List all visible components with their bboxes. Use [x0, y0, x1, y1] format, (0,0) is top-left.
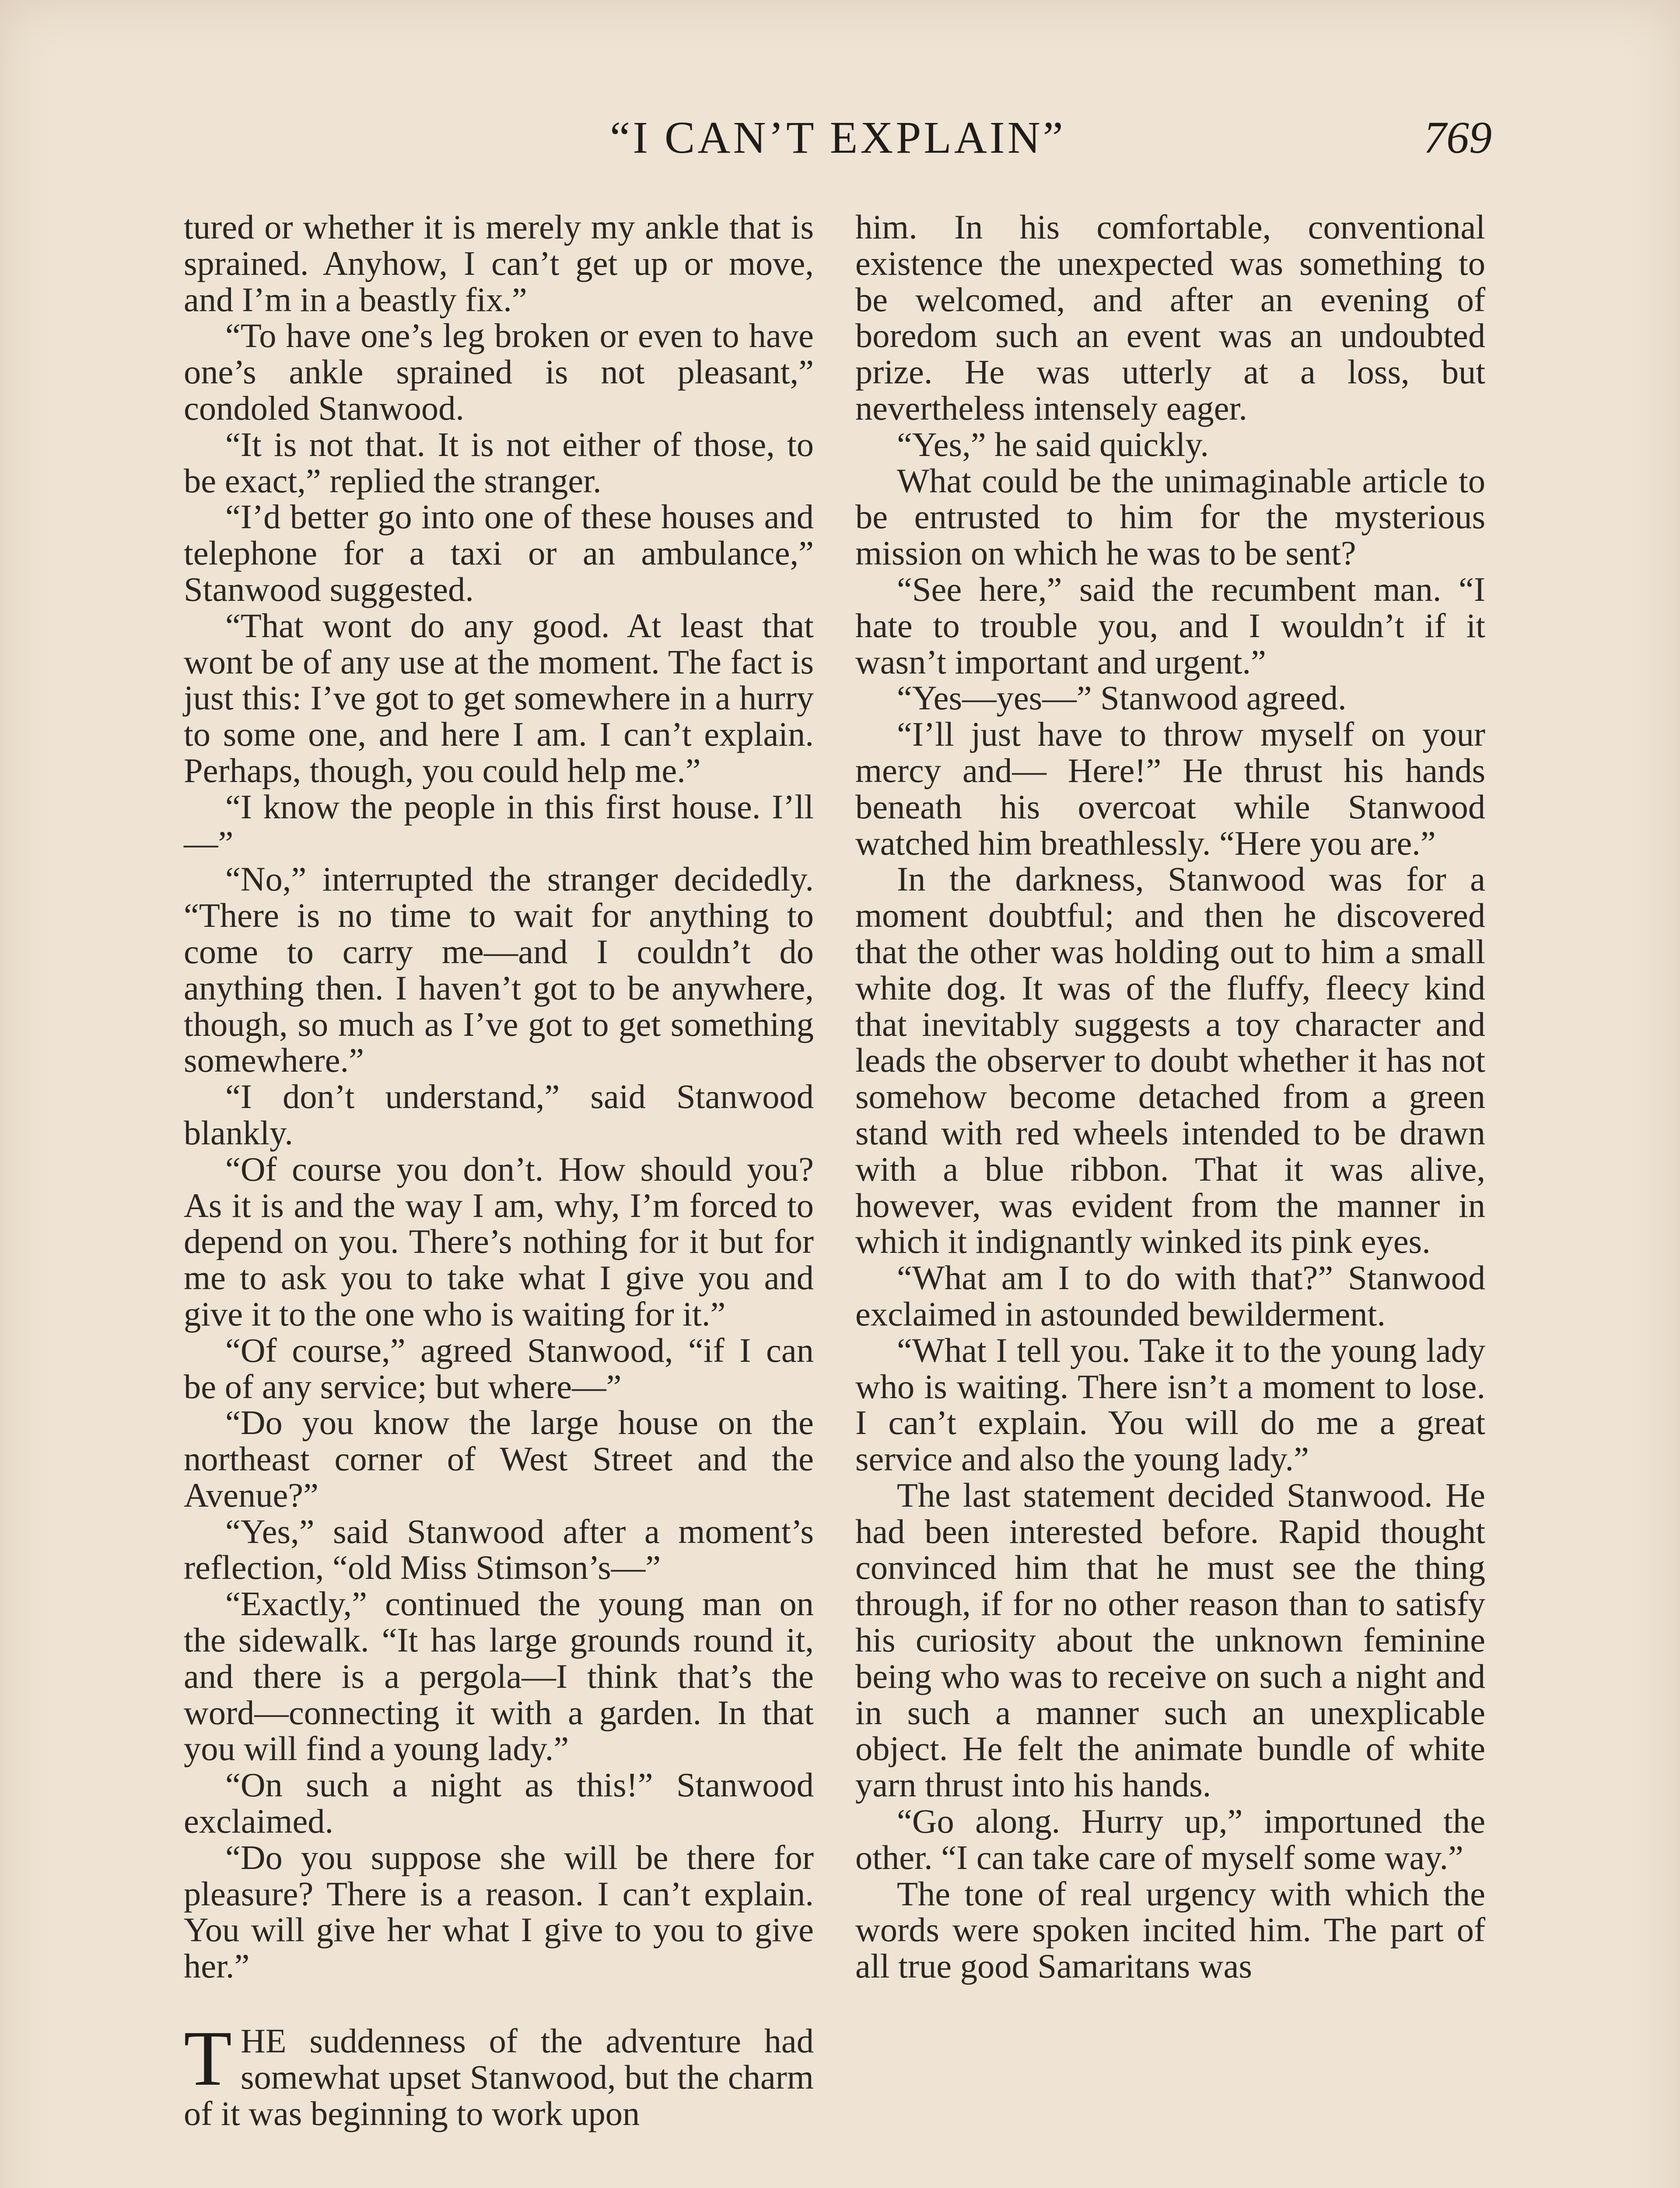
paragraph: What could be the unimaginable article to be entrusted to him for the mysterious mission on which he was to be sent?	[855, 461, 1485, 572]
paragraph: him. In his comfortable, conventional existence the unexpected was something to be welcomed, and after an evening of boredom such an event was an undoubted prize. He was utterly at a loss, but nevertheless intensely eager.	[855, 208, 1485, 427]
paragraph: “To have one’s leg broken or even to have one’s ankle sprained is not pleasant,” condoled Stanwood.	[184, 316, 814, 427]
paragraph: In the darkness, Stanwood was for a moment doubtful; and then he discovered that the other was holding out to him a small white dog. It was of the fluffy, fleecy kind that inevitably suggests a toy character and leads the observer to doubt whether it has not somehow become detached from a green stand with red wheels intended to be drawn with a blue ribbon. That it was alive, however, was evident from the manner in which it indignantly winked its pink eyes.	[855, 860, 1485, 1261]
page-header	[184, 112, 1492, 177]
section-opening-text: HE suddenness of the adventure had somewhat upset Stanwood, but the charm of it was beginning to work upon	[184, 2022, 814, 2132]
page-number: 769	[1424, 112, 1492, 163]
paragraph: “Of course,” agreed Stanwood, “if I can be of any service; but where—”	[184, 1331, 814, 1406]
running-head: “I CAN’T EXPLAIN”	[610, 112, 1066, 163]
paragraph: “That wont do any good. At least that wont be of any use at the moment. The fact is just this: I’ve got to get somewhere in a hurry to some one, and here I am. I can’t explain. Perhaps, though, you could help me.”	[184, 606, 814, 789]
paragraph: “Of course you don’t. How should you? As it is and the way I am, why, I’m forced to depend on you. There’s nothing for it but for me to ask you to take what I give you and give it to the one who is waiting for it.”	[184, 1150, 814, 1333]
paragraph: “Do you suppose she will be there for pleasure? There is a reason. I can’t explain. You will give her what I give to you to give her.”	[184, 1838, 814, 1985]
paragraph: The last statement decided Stanwood. He had been interested before. Rapid thought convinced him that he must see the thing through, if for no other reason than to satisfy his curiosity about the unknown feminine being who was to receive on such a night and in such a manner such an unexplicable object. He felt the animate bundle of white yarn thrust into his hands.	[855, 1476, 1485, 1804]
paragraph: “I’ll just have to throw myself on your mercy and— Here!” He thrust his hands beneath his overcoat while Stanwood watched him breathlessly. “Here you are.”	[855, 715, 1485, 862]
paragraph: tured or whether it is merely my ankle that is sprained. Anyhow, I can’t get up or move, and I’m in a beastly fix.”	[184, 208, 814, 319]
paragraph: “No,” interrupted the stranger decidedly. “There is no time to wait for anything to come to carry me—and I couldn’t do anything then. I haven’t got to be anywhere, though, so much as I’ve got to get something somewhere.”	[184, 860, 814, 1080]
paragraph: “See here,” said the recumbent man. “I hate to trouble you, and I wouldn’t if it wasn’t important and urgent.”	[855, 570, 1485, 681]
paragraph: “What I tell you. Take it to the young lady who is waiting. There isn’t a moment to lose. I can’t explain. You will do me a great service and also the young lady.”	[855, 1331, 1485, 1478]
paragraph: “I’d better go into one of these houses and telephone for a taxi or an ambulance,” Stanwood suggested.	[184, 498, 814, 608]
paragraph: “I don’t understand,” said Stanwood blankly.	[184, 1077, 814, 1152]
drop-cap: T	[184, 2015, 232, 2102]
paragraph: “What am I to do with that?” Stanwood exclaimed in astounded bewilderment.	[855, 1259, 1485, 1333]
paragraph: “I know the people in this first house. I’ll—”	[184, 787, 814, 862]
paragraph: “Go along. Hurry up,” importuned the other. “I can take care of myself some way.”	[855, 1802, 1485, 1876]
paragraph: “Yes,” said Stanwood after a moment’s reflection, “old Miss Stimson’s—”	[184, 1512, 814, 1587]
paragraph: “Do you know the large house on the northeast corner of West Street and the Avenue?”	[184, 1403, 814, 1514]
right-column	[855, 209, 1485, 2188]
paragraph: “It is not that. It is not either of those, to be exact,” replied the stranger.	[184, 425, 814, 500]
paragraph: “Yes,” he said quickly.	[897, 425, 1209, 463]
section-opening-paragraph	[184, 2015, 814, 2132]
left-column	[184, 209, 814, 2188]
paragraph: “On such a night as this!” Stanwood exclaimed.	[184, 1766, 814, 1841]
paragraph: The tone of real urgency with which the words were spoken incited him. The part of all true good Samaritans was	[855, 1874, 1485, 1985]
paragraph: “Yes—yes—” Stanwood agreed.	[897, 679, 1347, 717]
paragraph: “Exactly,” continued the young man on the sidewalk. “It has large grounds round it, and there is a pergola—I think that’s the word—connecting it with a garden. In that you will find a young lady.”	[184, 1585, 814, 1768]
